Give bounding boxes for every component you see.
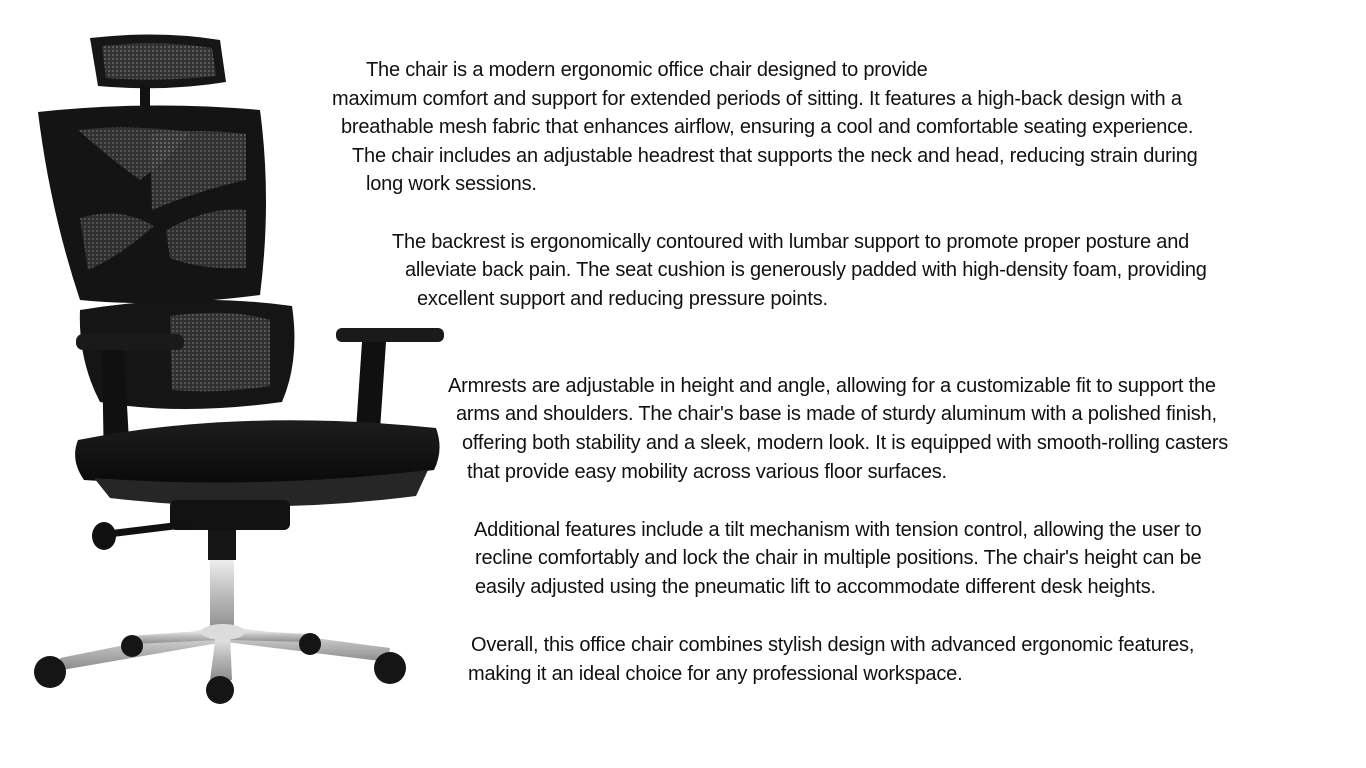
- paragraph-4-line-3: easily adjusted using the pneumatic lift to accommodate different desk heights.: [475, 576, 1156, 598]
- paragraph-1-line-5: long work sessions.: [366, 173, 537, 195]
- paragraph-3-line-3: offering both stability and a sleek, modern look. It is equipped with smooth-rolling casters: [462, 432, 1229, 454]
- paragraph-3-line-4: that provide easy mobility across various floor surfaces.: [467, 461, 947, 483]
- aluminum-base: [60, 624, 390, 680]
- paragraph-4-line-2: recline comfortably and lock the chair in multiple positions. The chair's height can be: [475, 547, 1202, 569]
- paragraph-1-line-1: The chair is a modern ergonomic office chair designed to provide: [366, 59, 928, 81]
- armrest-right: [336, 328, 444, 430]
- paragraph-2-line-1: The backrest is ergonomically contoured with lumbar support to promote proper posture and: [392, 231, 1190, 253]
- paragraph-5-line-1: Overall, this office chair combines stylish design with advanced ergonomic features,: [471, 634, 1195, 656]
- gas-lift: [208, 530, 236, 632]
- paragraph-1-line-3: breathable mesh fabric that enhances airflow, ensuring a cool and comfortable seating experience.: [341, 116, 1194, 138]
- tilt-mechanism: [92, 500, 290, 550]
- paragraph-1-line-2: maximum comfort and support for extended periods of sitting. It features a high-back design with a: [332, 88, 1182, 110]
- paragraph-2-line-2: alleviate back pain. The seat cushion is generously padded with high-density foam, providing: [405, 259, 1207, 281]
- paragraph-5-line-2: making it an ideal choice for any professional workspace.: [468, 663, 963, 685]
- paragraph-3-line-2: arms and shoulders. The chair's base is made of sturdy aluminum with a polished finish,: [456, 403, 1217, 425]
- paragraph-4-line-1: Additional features include a tilt mechanism with tension control, allowing the user to: [474, 519, 1202, 541]
- paragraph-2-line-3: excellent support and reducing pressure points.: [417, 288, 828, 310]
- headrest: [90, 34, 226, 88]
- paragraph-1-line-4: The chair includes an adjustable headrest that supports the neck and head, reducing strain during: [352, 145, 1198, 167]
- backrest: [38, 105, 266, 303]
- seat-cushion: [75, 420, 439, 506]
- paragraph-3-line-1: Armrests are adjustable in height and angle, allowing for a customizable fit to support the: [448, 375, 1216, 397]
